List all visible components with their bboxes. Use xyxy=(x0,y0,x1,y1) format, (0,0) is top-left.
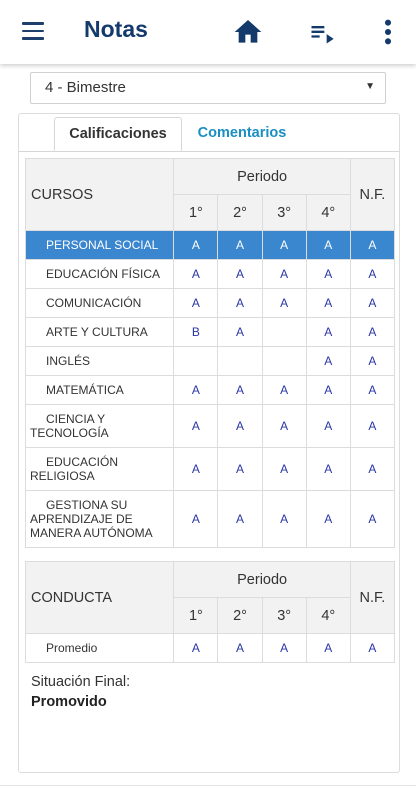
grade-cell xyxy=(262,318,306,347)
grade-cell: A xyxy=(218,491,262,548)
period-col-2: 2° xyxy=(218,195,262,231)
table-row[interactable] xyxy=(26,405,395,448)
period-col-4: 4° xyxy=(306,195,350,231)
app-title: Notas xyxy=(84,16,148,42)
grade-cell: A xyxy=(262,405,306,448)
grade-cell: A xyxy=(262,376,306,405)
grade-cell xyxy=(262,347,306,376)
grade-cell: A xyxy=(218,405,262,448)
period-col-3: 3° xyxy=(262,598,306,634)
course-name: GESTIONA SU APRENDIZAJE DE MANERA AUTÓNOMA xyxy=(26,491,174,548)
bottom-divider xyxy=(0,785,416,786)
table-row[interactable] xyxy=(26,347,395,376)
table-row[interactable] xyxy=(26,491,395,548)
final-grade-cell: A xyxy=(350,491,394,548)
grade-cell: A xyxy=(306,405,350,448)
grade-cell: A xyxy=(306,289,350,318)
period-col-4: 4° xyxy=(306,598,350,634)
final-grade-cell: A xyxy=(350,318,394,347)
grade-cell: A xyxy=(306,634,350,663)
more-vert-icon[interactable] xyxy=(378,18,398,46)
final-situation-value: Promovido xyxy=(31,694,107,710)
course-name: EDUCACIÓN FÍSICA xyxy=(26,260,174,289)
tab-divider xyxy=(19,151,399,152)
tab-comentarios[interactable]: Comentarios xyxy=(197,125,287,141)
period-select-value: 4 - Bimestre xyxy=(45,79,126,96)
grade-cell: A xyxy=(262,491,306,548)
conduct-table xyxy=(25,561,395,663)
home-icon[interactable] xyxy=(232,16,264,48)
grade-cell: A xyxy=(218,634,262,663)
grades-table xyxy=(25,158,395,548)
table-row[interactable] xyxy=(26,376,395,405)
period-header: Periodo xyxy=(174,159,350,195)
period-select[interactable] xyxy=(30,72,386,104)
grade-cell: B xyxy=(174,318,218,347)
grade-cell xyxy=(218,347,262,376)
grade-cell: A xyxy=(218,231,262,260)
grade-cell: A xyxy=(306,376,350,405)
grade-cell: A xyxy=(262,260,306,289)
course-name: EDUCACIÓN RELIGIOSA xyxy=(26,448,174,491)
grade-cell: A xyxy=(218,318,262,347)
course-name: COMUNICACIÓN xyxy=(26,289,174,318)
period-col-1: 1° xyxy=(174,598,218,634)
app-bar xyxy=(0,0,416,64)
courses-header: CURSOS xyxy=(26,159,174,231)
course-name: ARTE Y CULTURA xyxy=(26,318,174,347)
grade-cell: A xyxy=(306,260,350,289)
final-grade-cell: A xyxy=(350,376,394,405)
grade-cell: A xyxy=(174,448,218,491)
final-grade-cell: A xyxy=(350,634,394,663)
table-row[interactable] xyxy=(26,634,395,663)
grade-cell: A xyxy=(174,491,218,548)
conduct-label: Promedio xyxy=(26,634,174,663)
grade-cell: A xyxy=(218,448,262,491)
course-name: INGLÉS xyxy=(26,347,174,376)
grade-cell: A xyxy=(174,405,218,448)
final-grade-cell: A xyxy=(350,347,394,376)
table-row[interactable] xyxy=(26,448,395,491)
table-row[interactable] xyxy=(26,231,395,260)
grade-cell: A xyxy=(174,231,218,260)
period-col-1: 1° xyxy=(174,195,218,231)
final-situation-label: Situación Final: xyxy=(31,674,131,690)
final-grade-header: N.F. xyxy=(350,562,394,634)
grade-cell: A xyxy=(174,289,218,318)
grade-cell: A xyxy=(306,347,350,376)
grade-cell: A xyxy=(262,231,306,260)
grade-cell: A xyxy=(306,318,350,347)
grades-card xyxy=(18,113,400,773)
grade-cell: A xyxy=(306,231,350,260)
grade-cell: A xyxy=(218,289,262,318)
grade-cell: A xyxy=(262,448,306,491)
dropdown-arrow-icon: ▼ xyxy=(365,81,375,92)
period-header: Periodo xyxy=(174,562,350,598)
grade-cell: A xyxy=(262,289,306,318)
table-row[interactable] xyxy=(26,318,395,347)
grade-cell: A xyxy=(174,376,218,405)
grade-cell xyxy=(174,347,218,376)
final-grade-cell: A xyxy=(350,448,394,491)
period-col-2: 2° xyxy=(218,598,262,634)
grade-cell: A xyxy=(218,376,262,405)
tab-calificaciones[interactable]: Calificaciones xyxy=(54,117,182,151)
course-name: PERSONAL SOCIAL xyxy=(26,231,174,260)
final-grade-cell: A xyxy=(350,289,394,318)
grade-cell: A xyxy=(306,491,350,548)
final-situation xyxy=(31,674,130,710)
final-grade-header: N.F. xyxy=(350,159,394,231)
period-col-3: 3° xyxy=(262,195,306,231)
final-grade-cell: A xyxy=(350,260,394,289)
grade-cell: A xyxy=(306,448,350,491)
conduct-header: CONDUCTA xyxy=(26,562,174,634)
table-row[interactable] xyxy=(26,260,395,289)
course-name: CIENCIA Y TECNOLOGÍA xyxy=(26,405,174,448)
final-grade-cell: A xyxy=(350,405,394,448)
grade-cell: A xyxy=(262,634,306,663)
table-row[interactable] xyxy=(26,289,395,318)
grade-cell: A xyxy=(174,260,218,289)
course-name: MATEMÁTICA xyxy=(26,376,174,405)
playlist-play-icon[interactable] xyxy=(308,19,336,47)
grade-cell: A xyxy=(218,260,262,289)
menu-icon[interactable] xyxy=(22,22,44,40)
grade-cell: A xyxy=(174,634,218,663)
final-grade-cell: A xyxy=(350,231,394,260)
